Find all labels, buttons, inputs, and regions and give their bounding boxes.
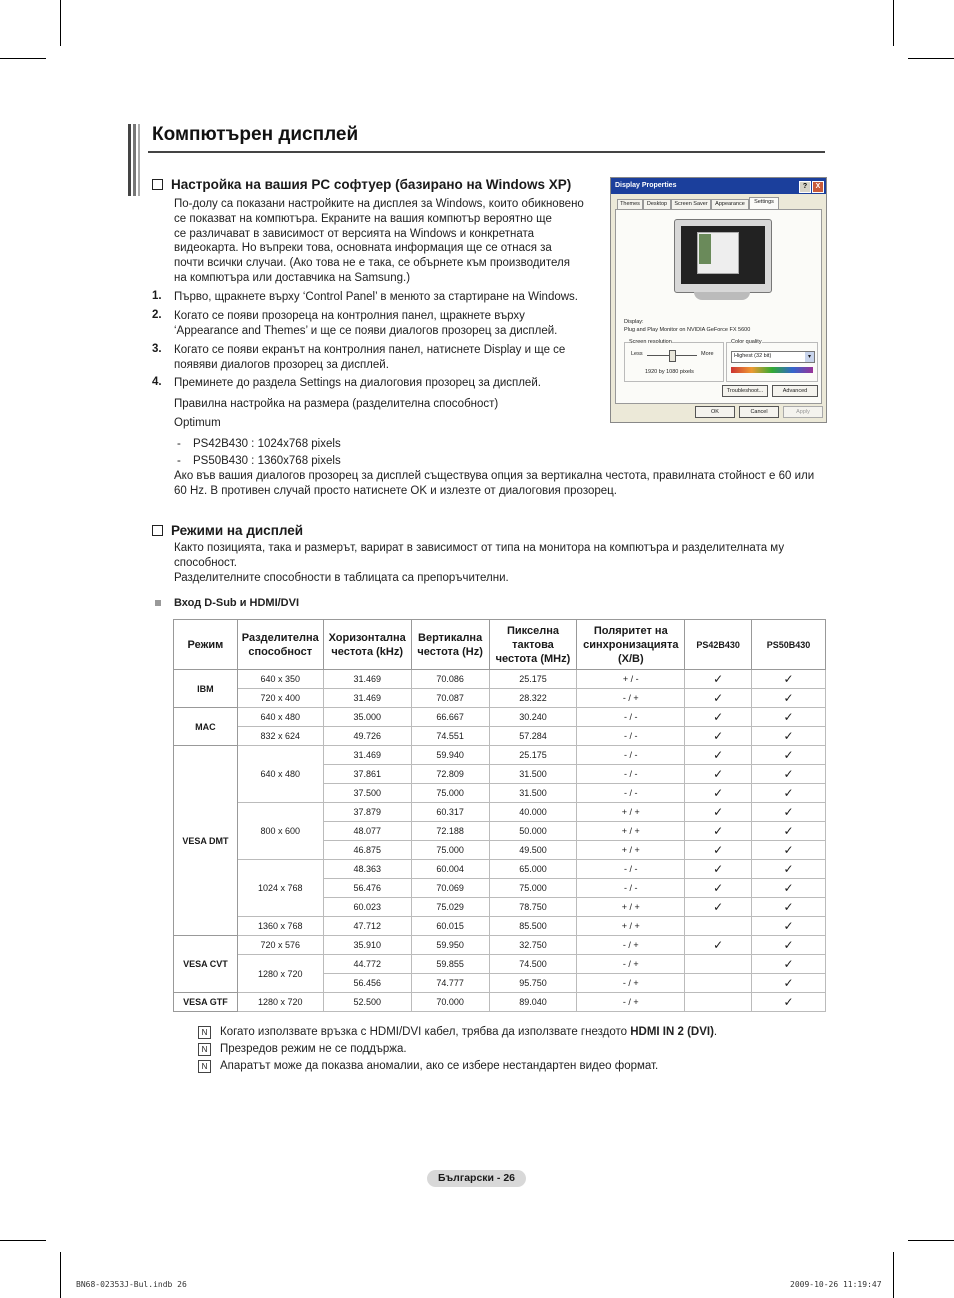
dash: -: [177, 438, 181, 450]
header-model-ps42b430: PS42B430: [685, 620, 752, 670]
polarity-cell: - / +: [577, 955, 685, 974]
check-icon: ✓: [713, 843, 724, 857]
refresh-note: Ако във вашия диалогов прозорец за дисплей съществува опция за вертикална честота, правилната стойност е 60 или 60 Hz. В противен случай просто натиснете OK и излезте от диалоговия прозорец.: [174, 470, 815, 497]
section-heading-pc-software: Настройка на вашия PC софтуер (базирано на Windows XP): [152, 177, 571, 192]
mode-cell: VESA GTF: [174, 993, 238, 1012]
table-row: [174, 803, 826, 822]
vfreq-cell: 59.950: [411, 936, 489, 955]
pixclock-cell: 30.240: [489, 708, 577, 727]
resolution-cell: 800 x 600: [237, 803, 323, 860]
pixclock-cell: 95.750: [489, 974, 577, 993]
vfreq-cell: 60.004: [411, 860, 489, 879]
polarity-cell: - / +: [577, 936, 685, 955]
polarity-cell: - / -: [577, 708, 685, 727]
advanced-button[interactable]: Advanced: [772, 385, 818, 397]
vfreq-cell: 60.317: [411, 803, 489, 822]
hfreq-cell: 31.469: [323, 689, 411, 708]
apply-button[interactable]: Apply: [783, 406, 823, 418]
square-bullet-icon: [155, 600, 161, 606]
hfreq-cell: 31.469: [323, 670, 411, 689]
ps42b430-support-cell: [685, 974, 752, 993]
check-icon: ✓: [713, 672, 724, 686]
polarity-cell: + / +: [577, 841, 685, 860]
crop-mark: [908, 1240, 954, 1241]
hfreq-cell: 44.772: [323, 955, 411, 974]
check-icon: ✓: [783, 995, 794, 1009]
dialog-titlebar: Display Properties ? X: [611, 178, 826, 194]
step-number: 1.: [152, 290, 162, 302]
monitor-icon: [674, 219, 772, 293]
resolution-cell: 1024 x 768: [237, 860, 323, 917]
ps42b430-support-cell: [685, 860, 752, 879]
page-title: Компютърен дисплей: [152, 124, 359, 145]
cancel-button[interactable]: Cancel: [739, 406, 779, 418]
troubleshoot-button[interactable]: Troubleshoot...: [722, 385, 768, 397]
section-heading-display-modes: Режими на дисплей: [152, 523, 303, 538]
pixclock-cell: 28.322: [489, 689, 577, 708]
polarity-cell: + / +: [577, 917, 685, 936]
header-pixclock: Пикселна тактова честота (MHz): [489, 620, 577, 670]
check-icon: ✓: [713, 938, 724, 952]
vfreq-cell: 75.000: [411, 784, 489, 803]
polarity-cell: - / +: [577, 689, 685, 708]
tab-screen-saver[interactable]: Screen Saver: [671, 199, 711, 210]
polarity-cell: - / +: [577, 974, 685, 993]
mode-cell: VESA DMT: [174, 746, 238, 936]
tab-themes[interactable]: Themes: [617, 199, 643, 210]
check-icon: ✓: [783, 919, 794, 933]
vfreq-cell: 74.551: [411, 727, 489, 746]
check-icon: ✓: [783, 710, 794, 724]
polarity-cell: - / -: [577, 765, 685, 784]
ps42b430-support-cell: [685, 917, 752, 936]
polarity-cell: + / +: [577, 803, 685, 822]
title-rule: [148, 151, 825, 153]
hfreq-cell: 48.077: [323, 822, 411, 841]
table-row: [174, 860, 826, 879]
table-row: [174, 936, 826, 955]
slider-thumb[interactable]: [669, 350, 676, 362]
file-info: BN68-02353J-Bul.indb 26: [76, 1280, 187, 1289]
step-number: 4.: [152, 376, 162, 388]
vfreq-cell: 70.087: [411, 689, 489, 708]
ps42b430-support-cell: [685, 727, 752, 746]
pixclock-cell: 49.500: [489, 841, 577, 860]
pixclock-cell: 50.000: [489, 822, 577, 841]
vfreq-cell: 72.188: [411, 822, 489, 841]
ps50b430-support-cell: [752, 993, 826, 1012]
help-button[interactable]: ?: [799, 181, 811, 193]
display-modes-table: [173, 619, 826, 1012]
resolution-text: Правилна настройка на размера (разделителна способност): [174, 398, 499, 410]
recommend-text: Разделителните способности в таблицата са препоръчителни.: [174, 572, 509, 584]
check-icon: ✓: [713, 862, 724, 876]
check-icon: ✓: [783, 672, 794, 686]
polarity-cell: + / -: [577, 670, 685, 689]
dash: -: [177, 455, 181, 467]
ps42b430-support-cell: [685, 803, 752, 822]
hfreq-cell: 37.879: [323, 803, 411, 822]
mode-cell: VESA CVT: [174, 936, 238, 993]
model-resolution: PS42B430 : 1024x768 pixels: [193, 438, 341, 450]
check-icon: ✓: [713, 786, 724, 800]
pixclock-cell: 85.500: [489, 917, 577, 936]
title-bar: [128, 124, 825, 154]
check-icon: ✓: [783, 805, 794, 819]
pixclock-cell: 25.175: [489, 670, 577, 689]
check-icon: ✓: [713, 900, 724, 914]
check-icon: ✓: [783, 957, 794, 971]
check-icon: ✓: [783, 748, 794, 762]
hfreq-cell: 37.861: [323, 765, 411, 784]
crop-mark: [0, 58, 46, 59]
ps50b430-support-cell: [752, 917, 826, 936]
tab-desktop[interactable]: Desktop: [643, 199, 671, 210]
resolution-cell: 720 x 576: [237, 936, 323, 955]
hfreq-cell: 37.500: [323, 784, 411, 803]
title-bars-decoration: [128, 124, 140, 196]
hfreq-cell: 60.023: [323, 898, 411, 917]
vfreq-cell: 70.069: [411, 879, 489, 898]
ps50b430-support-cell: [752, 955, 826, 974]
check-icon: ✓: [713, 729, 724, 743]
note-text: Когато използвате връзка с HDMI/DVI кабел, трябва да използвате гнездото HDMI IN 2 (DVI).: [220, 1026, 718, 1038]
ps50b430-support-cell: [752, 879, 826, 898]
header-mode: Режим: [174, 620, 238, 670]
ps50b430-support-cell: [752, 765, 826, 784]
table-row: [174, 670, 826, 689]
ps50b430-support-cell: [752, 670, 826, 689]
resolution-cell: 1280 x 720: [237, 955, 323, 993]
vfreq-cell: 59.940: [411, 746, 489, 765]
polarity-cell: - / -: [577, 746, 685, 765]
step-text: Когато се появи екранът на контролния панел, натиснете Display и ще се появяви диалогов прозорец за дисплей.: [174, 344, 566, 371]
ps42b430-support-cell: [685, 746, 752, 765]
table-row: [174, 727, 826, 746]
vfreq-cell: 70.086: [411, 670, 489, 689]
table-row: [174, 955, 826, 974]
ps50b430-support-cell: [752, 936, 826, 955]
checkbox-bullet-icon: [152, 525, 163, 536]
ps42b430-support-cell: [685, 765, 752, 784]
check-icon: ✓: [713, 710, 724, 724]
ps50b430-support-cell: [752, 727, 826, 746]
check-icon: ✓: [783, 862, 794, 876]
ps50b430-support-cell: [752, 860, 826, 879]
ps42b430-support-cell: [685, 879, 752, 898]
check-icon: ✓: [783, 824, 794, 838]
resolution-cell: 1280 x 720: [237, 993, 323, 1012]
table-row: [174, 689, 826, 708]
ps42b430-support-cell: [685, 708, 752, 727]
polarity-cell: - / +: [577, 993, 685, 1012]
pixclock-cell: 74.500: [489, 955, 577, 974]
note-text: Апаратът може да показва аномалии, ако се избере нестандартен видео формат.: [220, 1060, 659, 1072]
print-date: 2009-10-26 11:19:47: [790, 1280, 882, 1289]
ps42b430-support-cell: [685, 955, 752, 974]
crop-mark: [60, 1252, 61, 1298]
header-model-ps50b430: PS50B430: [752, 620, 826, 670]
header-polarity: Поляритет на синхронизацията (Х/В): [577, 620, 685, 670]
hfreq-cell: 56.456: [323, 974, 411, 993]
check-icon: ✓: [713, 805, 724, 819]
crop-mark: [893, 1252, 894, 1298]
check-icon: ✓: [713, 881, 724, 895]
ps50b430-support-cell: [752, 974, 826, 993]
pixclock-cell: 78.750: [489, 898, 577, 917]
ps42b430-support-cell: [685, 822, 752, 841]
display-value: Plug and Play Monitor on NVIDIA GeForce FX 5600: [624, 327, 751, 333]
vfreq-cell: 70.000: [411, 993, 489, 1012]
more-label: More: [701, 351, 714, 357]
polarity-cell: + / +: [577, 898, 685, 917]
note-icon: N: [198, 1043, 211, 1056]
ps42b430-support-cell: [685, 936, 752, 955]
hfreq-cell: 49.726: [323, 727, 411, 746]
chevron-down-icon[interactable]: ▾: [805, 352, 814, 362]
note-icon: N: [198, 1060, 211, 1073]
polarity-cell: - / -: [577, 879, 685, 898]
polarity-cell: + / +: [577, 822, 685, 841]
table-row: [174, 746, 826, 765]
check-icon: ✓: [783, 843, 794, 857]
pixclock-cell: 32.750: [489, 936, 577, 955]
ps50b430-support-cell: [752, 841, 826, 860]
color-quality-select[interactable]: Highest (32 bit) ▾: [731, 351, 815, 363]
hfreq-cell: 52.500: [323, 993, 411, 1012]
check-icon: ✓: [713, 767, 724, 781]
vfreq-cell: 66.667: [411, 708, 489, 727]
display-label: Display:: [624, 319, 644, 325]
table-row: [174, 993, 826, 1012]
display-properties-dialog: [610, 177, 827, 423]
check-icon: ✓: [783, 881, 794, 895]
check-icon: ✓: [713, 691, 724, 705]
hfreq-cell: 47.712: [323, 917, 411, 936]
vfreq-cell: 74.777: [411, 974, 489, 993]
optimum-label: Optimum: [174, 417, 221, 429]
check-icon: ✓: [783, 976, 794, 990]
ps42b430-support-cell: [685, 898, 752, 917]
ps50b430-support-cell: [752, 746, 826, 765]
less-label: Less: [631, 351, 643, 357]
check-icon: ✓: [783, 767, 794, 781]
close-button[interactable]: X: [812, 181, 824, 193]
model-resolution: PS50B430 : 1360x768 pixels: [193, 455, 341, 467]
vfreq-cell: 75.000: [411, 841, 489, 860]
header-vfreq: Вертикална честота (Hz): [411, 620, 489, 670]
check-icon: ✓: [783, 900, 794, 914]
mode-cell: IBM: [174, 670, 238, 708]
ps42b430-support-cell: [685, 784, 752, 803]
ps42b430-support-cell: [685, 689, 752, 708]
hfreq-cell: 31.469: [323, 746, 411, 765]
pixclock-cell: 75.000: [489, 879, 577, 898]
step-text: Преминете до раздела Settings на диалоговия прозорец за дисплей.: [174, 377, 541, 389]
polarity-cell: - / -: [577, 727, 685, 746]
ps42b430-support-cell: [685, 841, 752, 860]
step-number: 3.: [152, 343, 162, 355]
pixclock-cell: 40.000: [489, 803, 577, 822]
hfreq-cell: 48.363: [323, 860, 411, 879]
color-bar: [731, 367, 813, 373]
tab-appearance[interactable]: Appearance: [711, 199, 749, 210]
ps50b430-support-cell: [752, 689, 826, 708]
ps42b430-support-cell: [685, 993, 752, 1012]
step-text: Когато се появи прозореца на контролния панел, щракнете върху ‘Appearance and Themes’ и ще се появи диалогов прозорец за дисплей.: [174, 310, 558, 337]
vfreq-cell: 75.029: [411, 898, 489, 917]
color-quality-group: Color quality Highest (32 bit) ▾: [726, 342, 818, 382]
polarity-cell: - / -: [577, 784, 685, 803]
resolution-cell: 640 x 480: [237, 708, 323, 727]
resolution-cell: 832 x 624: [237, 727, 323, 746]
step-number: 2.: [152, 309, 162, 321]
header-hfreq: Хоризонтална честота (kHz): [323, 620, 411, 670]
crop-mark: [0, 1240, 46, 1241]
resolution-cell: 640 x 480: [237, 746, 323, 803]
ps50b430-support-cell: [752, 784, 826, 803]
monitor-stand-icon: [694, 292, 750, 300]
table-row: [174, 917, 826, 936]
crop-mark: [908, 58, 954, 59]
pixclock-cell: 57.284: [489, 727, 577, 746]
hfreq-cell: 46.875: [323, 841, 411, 860]
check-icon: ✓: [713, 748, 724, 762]
display-modes-paragraph: Както позицията, така и размерът, варират в зависимост от типа на монитора на компютъра и разделителната му способност.: [174, 542, 785, 569]
checkbox-bullet-icon: [152, 179, 163, 190]
ps50b430-support-cell: [752, 708, 826, 727]
hfreq-cell: 56.476: [323, 879, 411, 898]
mode-cell: MAC: [174, 708, 238, 746]
pixclock-cell: 25.175: [489, 746, 577, 765]
page-number-badge: Български - 26: [427, 1170, 526, 1187]
vfreq-cell: 59.855: [411, 955, 489, 974]
resolution-value: 1920 by 1080 pixels: [645, 369, 694, 375]
step-text: Първо, щракнете върху ‘Control Panel’ в менюто за стартиране на Windows.: [174, 291, 578, 303]
ps50b430-support-cell: [752, 898, 826, 917]
note-icon: N: [198, 1026, 211, 1039]
check-icon: ✓: [783, 729, 794, 743]
ps42b430-support-cell: [685, 670, 752, 689]
tab-settings[interactable]: Settings: [749, 197, 779, 210]
hfreq-cell: 35.910: [323, 936, 411, 955]
ps50b430-support-cell: [752, 822, 826, 841]
table-row: [174, 708, 826, 727]
intro-paragraph: По-долу са показани настройките на дисплея за Windows, които обикновено се показват на компютъра. Екраните на вашия компютър вероятно ще се различават в зависимост от версията на Windows и конкретната видеокарта. Но въпреки това, основната информация ще се отнася за почти всички случаи. (Ако това не е така, се обърнете към производителя на компютъра или доставчика на Samsung.): [174, 198, 584, 284]
check-icon: ✓: [783, 691, 794, 705]
header-resolution: Разделителна способност: [237, 620, 323, 670]
check-icon: ✓: [783, 938, 794, 952]
pixclock-cell: 89.040: [489, 993, 577, 1012]
ok-button[interactable]: OK: [695, 406, 735, 418]
screen-resolution-group: Screen resolution Less More 1920 by 1080 pixels: [624, 342, 724, 382]
ps50b430-support-cell: [752, 803, 826, 822]
polarity-cell: - / -: [577, 860, 685, 879]
resolution-cell: 640 x 350: [237, 670, 323, 689]
settings-panel: [615, 209, 822, 404]
check-icon: ✓: [783, 786, 794, 800]
resolution-cell: 720 x 400: [237, 689, 323, 708]
pixclock-cell: 65.000: [489, 860, 577, 879]
resolution-cell: 1360 x 768: [237, 917, 323, 936]
crop-mark: [60, 0, 61, 46]
check-icon: ✓: [713, 824, 724, 838]
crop-mark: [893, 0, 894, 46]
table-body: [174, 670, 826, 1012]
vfreq-cell: 72.809: [411, 765, 489, 784]
vfreq-cell: 60.015: [411, 917, 489, 936]
hfreq-cell: 35.000: [323, 708, 411, 727]
pixclock-cell: 31.500: [489, 765, 577, 784]
pixclock-cell: 31.500: [489, 784, 577, 803]
note-text: Презредов режим не се поддържа.: [220, 1043, 407, 1055]
input-label: Вход D-Sub и HDMI/DVI: [174, 597, 300, 609]
